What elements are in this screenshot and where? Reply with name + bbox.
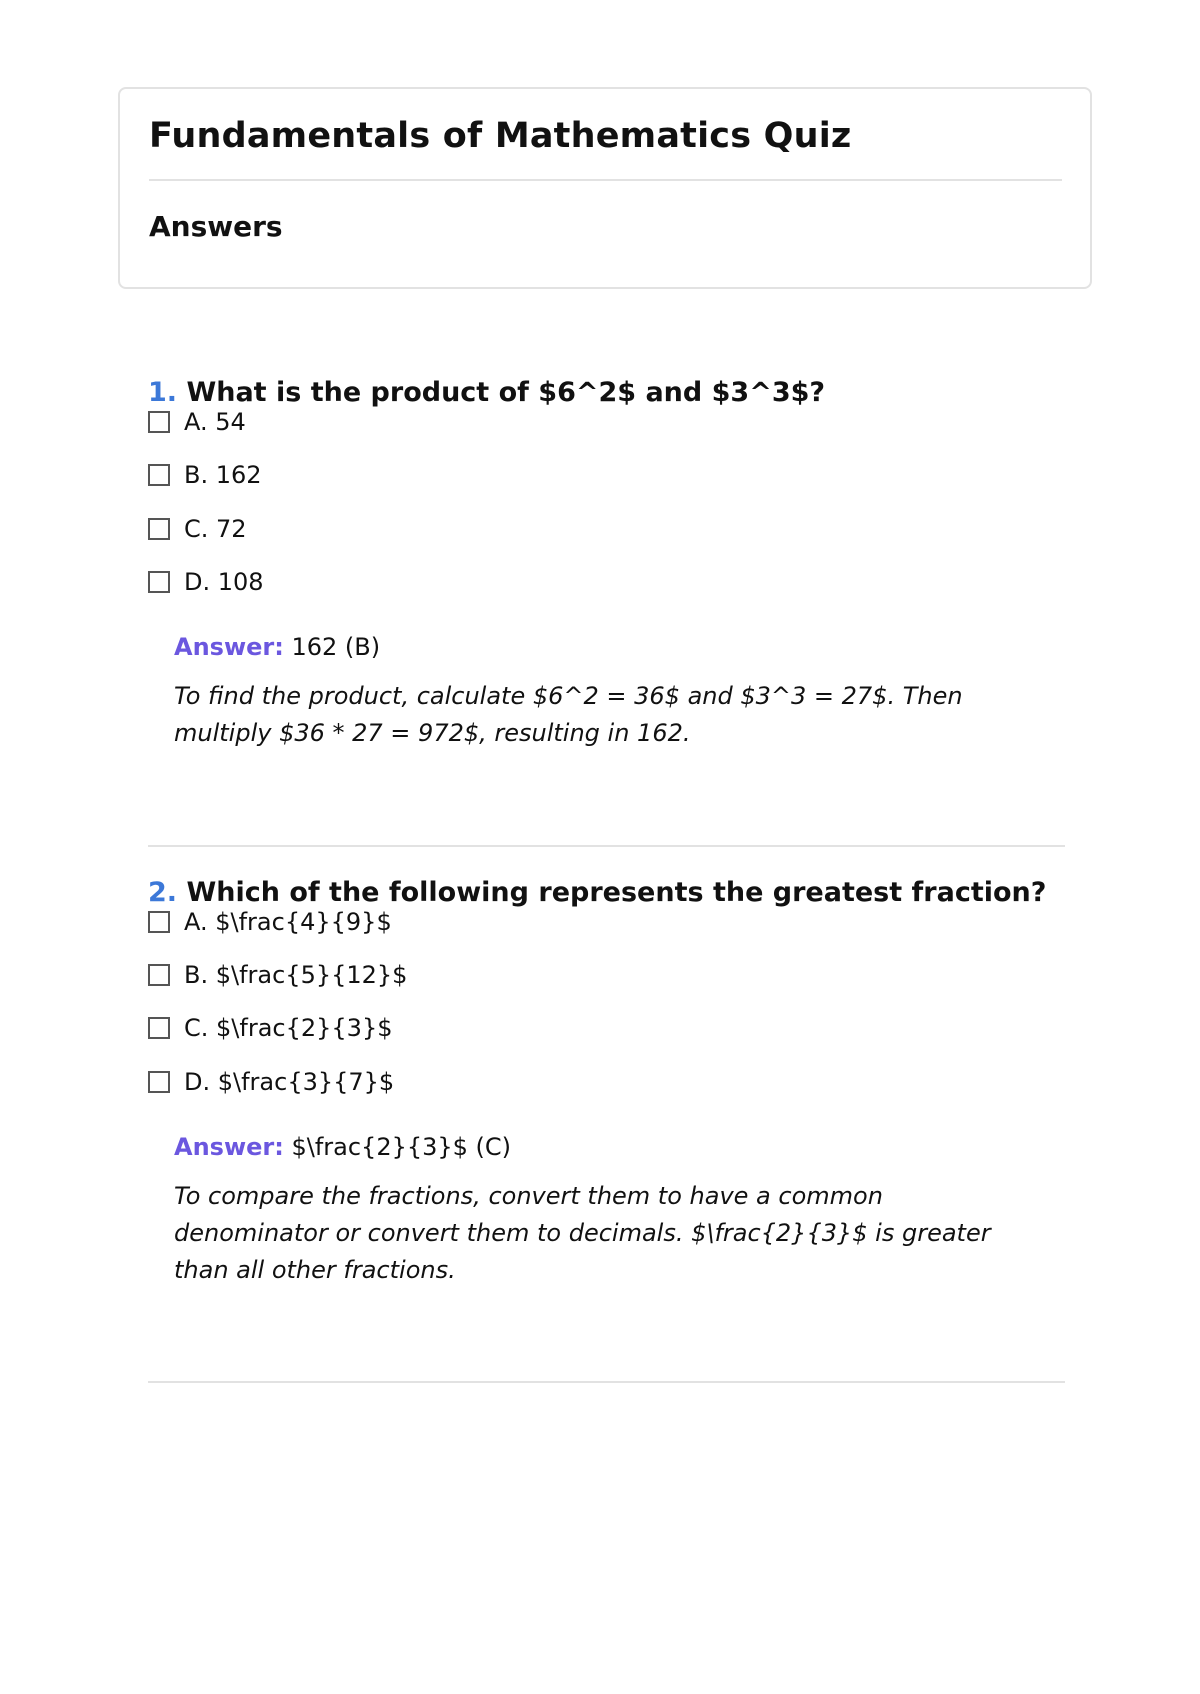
option-label: C. $\frac{2}{3}$: [184, 1014, 393, 1042]
checkbox-icon[interactable]: [148, 464, 170, 486]
answer-value: $\frac{2}{3}$ (C): [291, 1133, 512, 1161]
checkbox-icon[interactable]: [148, 411, 170, 433]
option-label: D. 108: [184, 568, 264, 596]
question-1-option-d[interactable]: [148, 565, 264, 599]
question-2-number: 2.: [148, 877, 178, 908]
option-label: B. 162: [184, 461, 262, 489]
answer-explanation: To find the product, calculate $6^2 = 36$ and $3^3 = 27$. Then multiply $36 * 27 = 972$, resulting in 162.: [174, 682, 963, 747]
title-divider: [149, 179, 1062, 181]
answer-explanation: To compare the fractions, convert them to have a common denominator or convert them to decimals. $\frac{2}{3}$ is greater than all other fractions.: [174, 1182, 991, 1284]
checkbox-icon[interactable]: [148, 518, 170, 540]
question-1-option-a[interactable]: [148, 405, 246, 439]
quiz-title: Fundamentals of Mathematics Quiz: [149, 116, 852, 156]
question-1-option-c[interactable]: [148, 512, 247, 546]
option-label: D. $\frac{3}{7}$: [184, 1068, 395, 1096]
question-1-heading: [148, 372, 1063, 414]
question-2-option-c[interactable]: [148, 1011, 392, 1045]
checkbox-icon[interactable]: [148, 1071, 170, 1093]
question-1-number: 1.: [148, 377, 178, 408]
checkbox-icon[interactable]: [148, 964, 170, 986]
option-label: C. 72: [184, 515, 247, 543]
option-label: A. $\frac{4}{9}$: [184, 908, 392, 936]
answer-line: [174, 1130, 1034, 1164]
question-2-text: Which of the following represents the greatest fraction?: [186, 877, 1047, 908]
quiz-subtitle: Answers: [149, 210, 283, 243]
question-2-option-b[interactable]: [148, 958, 407, 992]
question-1-text: What is the product of $6^2$ and $3^3$?: [186, 377, 826, 408]
question-1: [148, 372, 1063, 747]
answer-label: Answer:: [174, 1133, 284, 1161]
question-2-answer: [174, 1130, 1034, 1289]
answer-value: 162 (B): [291, 633, 381, 661]
question-2-option-a[interactable]: [148, 905, 392, 939]
checkbox-icon[interactable]: [148, 571, 170, 593]
question-2-option-d[interactable]: [148, 1065, 394, 1099]
question-divider: [148, 1381, 1065, 1383]
answer-line: [174, 630, 1034, 664]
question-2: [148, 872, 1063, 1284]
question-1-option-b[interactable]: [148, 458, 262, 492]
quiz-header-card: [118, 87, 1092, 289]
checkbox-icon[interactable]: [148, 911, 170, 933]
checkbox-icon[interactable]: [148, 1017, 170, 1039]
answer-label: Answer:: [174, 633, 284, 661]
question-divider: [148, 845, 1065, 847]
option-label: B. $\frac{5}{12}$: [184, 961, 408, 989]
question-1-answer: [174, 630, 1034, 752]
option-label: A. 54: [184, 408, 246, 436]
